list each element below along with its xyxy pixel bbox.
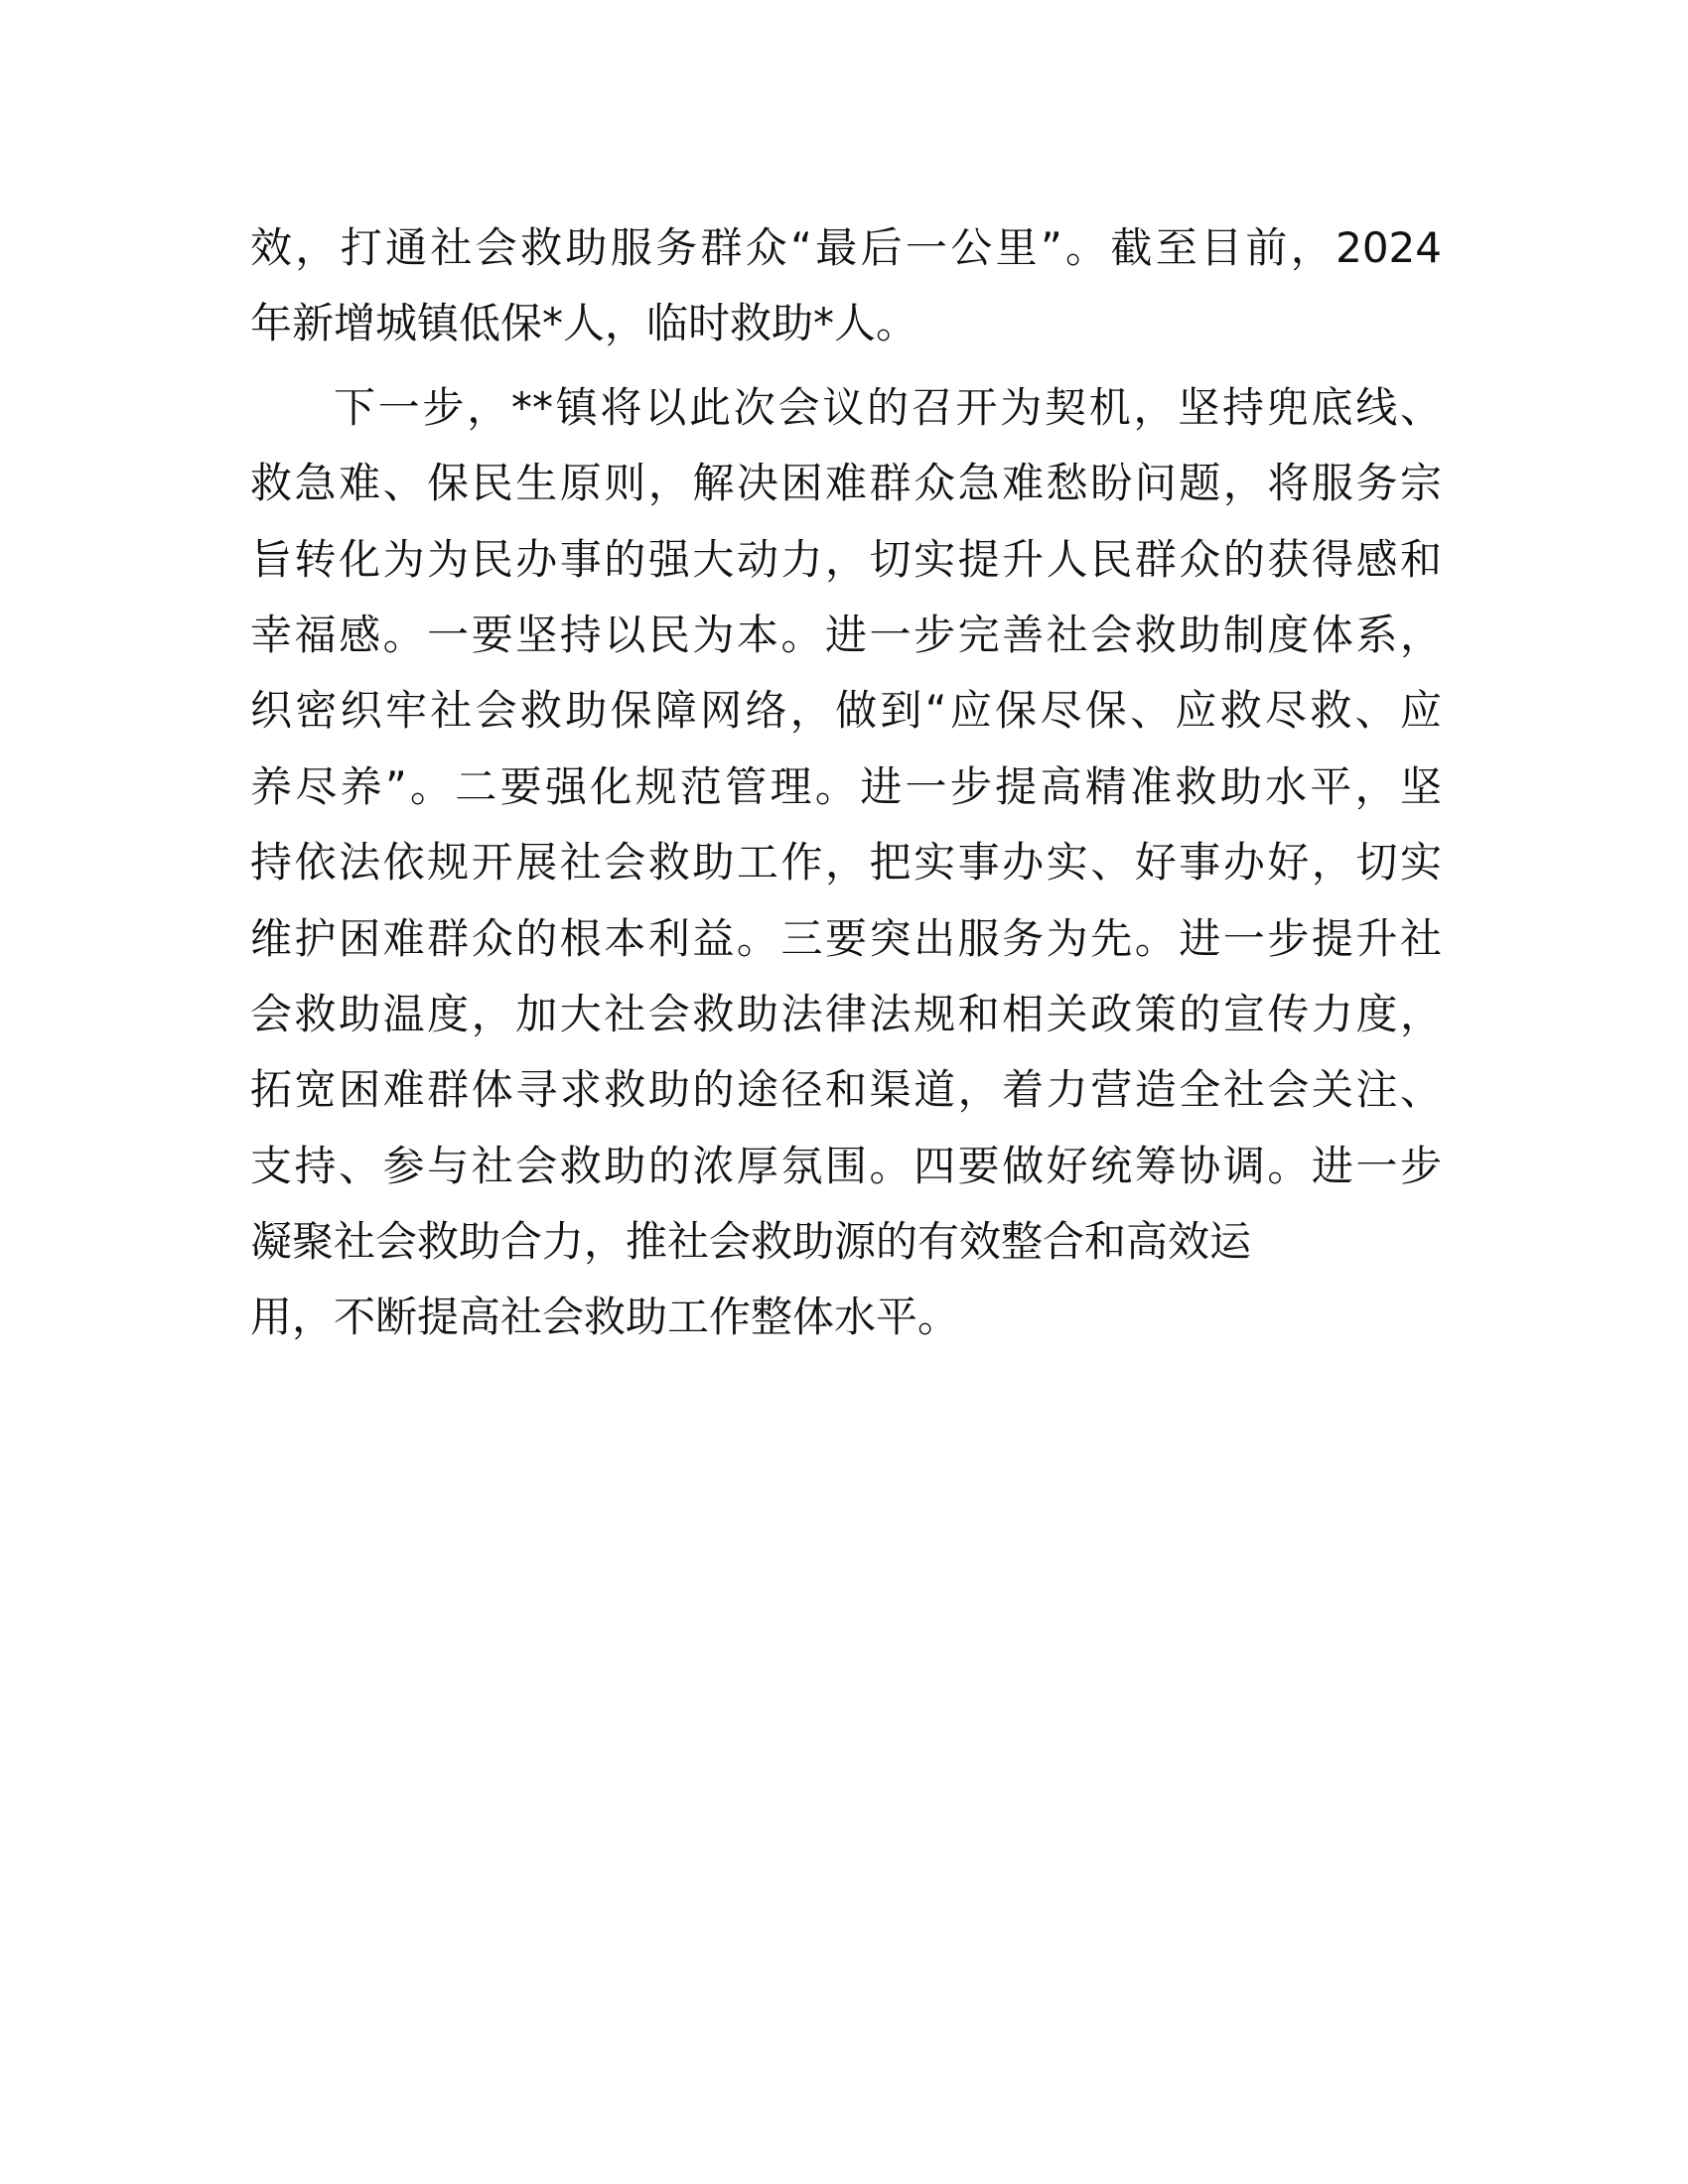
text-line: 会救助温度，加大社会救助法律法规和相关政策的宣传力度， (250, 989, 1442, 1038)
text-line: 年新增城镇低保*人，临时救助*人。 (250, 299, 918, 348)
document-body (250, 210, 1442, 1356)
text-line: 效，打通社会救助服务群众“最后一公里”。截至目前，2024 (250, 223, 1442, 272)
text-line: 用，不断提高社会救助工作整体水平。 (250, 1293, 960, 1342)
paragraph-next-steps (250, 370, 1442, 1356)
text-line: 拓宽困难群体寻求救助的途径和渠道，着力营造全社会关注、 (250, 1065, 1442, 1115)
text-line: 养尽养”。二要强化规范管理。进一步提高精准救助水平，坚 (250, 761, 1442, 811)
paragraph-summary (250, 210, 1442, 362)
text-line: 凝聚社会救助合力，推社会救助源的有效整合和高效运 (250, 1217, 1252, 1267)
text-line: 支持、参与社会救助的浓厚氛围。四要做好统筹协调。进一步 (250, 1141, 1442, 1190)
text-line: 维护困难群众的根本利益。三要突出服务为先。进一步提升社 (250, 913, 1442, 963)
text-line: 救急难、保民生原则，解决困难群众急难愁盼问题，将服务宗 (250, 459, 1442, 508)
text-line: 织密织牢社会救助保障网络，做到“应保尽保、应救尽救、应 (250, 686, 1442, 736)
text-line: 下一步，**镇将以此次会议的召开为契机，坚持兜底线、 (334, 382, 1442, 432)
text-line: 旨转化为为民办事的强大动力，切实提升人民群众的获得感和 (250, 534, 1442, 584)
text-line: 持依法依规开展社会救助工作，把实事办实、好事办好，切实 (250, 838, 1442, 887)
text-line: 幸福感。一要坚持以民为本。进一步完善社会救助制度体系， (250, 610, 1442, 659)
